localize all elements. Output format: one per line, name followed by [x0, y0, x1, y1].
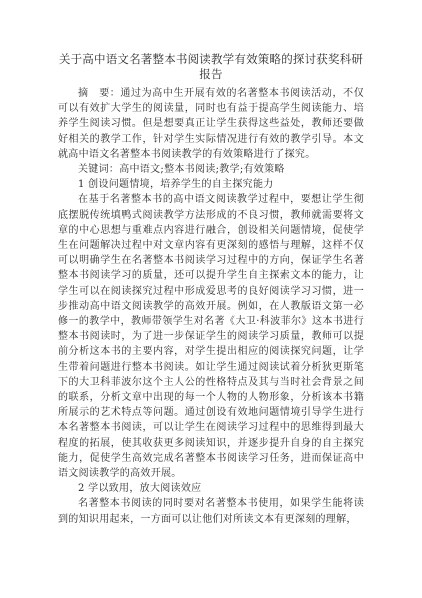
section-2-heading: 2 学以致用，放大阅读效应 — [78, 483, 202, 495]
abstract-text: 通过为高中生开展有效的名著整本书阅读活动，不仅可以有效扩大学生的阅读量，同时也有益于提高学生阅读能力、培养学生阅读习惯。但是想要真正让学生获得这些益处，教师还要做好相关的教学工作，针对学生实际情况进行有效的教学引导。本文就高中语文名著整本书阅读教学的有效策略进行了探究。 — [58, 88, 364, 160]
keywords-label: 关键词： — [78, 164, 120, 176]
section-2-paragraph: 名著整本书阅读的同时要对名著整本书使用，如果学生能将读到的知识用起来，一方面可以让他们对所读文本有更深刻的理解， — [58, 498, 364, 525]
section-1-heading: 1 创设问题情境，培养学生的自主探究能力 — [78, 179, 274, 191]
document-title: 关于高中语文名著整本书阅读教学有效策略的探讨获奖科研报告 — [58, 52, 364, 81]
keywords-text: 高中语文;整本书阅读;教学;有效策略 — [119, 164, 285, 176]
section-1-paragraph: 在基于名著整本书的高中语文阅读教学过程中，要想让学生彻底摆脱传统填鸭式阅读教学方法形成的不良习惯，教师就需要将文章的中心思想与重难点内容进行融合，创设相关问题情境，促使学生在问题解决过程中对文章内容有更深刻的感悟与理解，这样不仅可以明确学生在名著整本书阅读学习过程中的方向，保证学生名著整本书阅读学习的质量，还可以提升学生自主探索文本的能力，让学生可以在阅读探究过程中形成爱思考的良好阅读学习习惯，进一步推动高中语文阅读教学的高效开展。例如，在人教版语文第一必修一的教学中，教师带领学生对名著《大卫·科波菲尔》这本书进行整本书阅读时，为了进一步保证学生的阅读学习质量，教师可以提前分析这本书的主要内容，对学生提出相应的阅读探究问题，让学生带着问题进行整本书阅读。如让学生通过阅读试着分析狄更斯笔下的大卫科菲波尔这个主人公的性格特点及其与当时社会背景之间的联系，分析文章中出现的每一个人物的人物形象，分析该本书籍所展示的艺术特点等问题。通过创设有效地问题情境引导学生进行本名著整本书阅读，可以让学生在阅读学习过程中的思维得到最大程度的拓展，使其收获更多阅读知识，并逐步提升自身的自主探究能力，促使学生高效完成名著整本书阅读学习任务，进而保证高中语文阅读教学的高效开展。 — [58, 194, 364, 480]
abstract-paragraph — [58, 86, 364, 162]
keywords-paragraph — [58, 162, 364, 177]
abstract-label: 摘 要： — [78, 88, 121, 99]
